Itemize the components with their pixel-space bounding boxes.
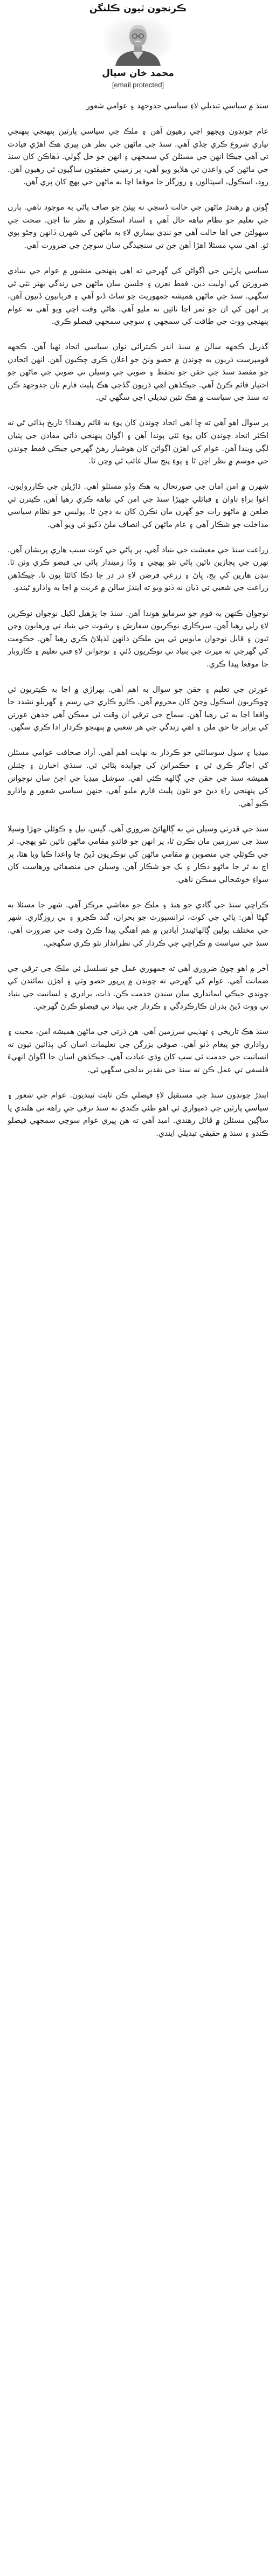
article-paragraph: شهرن ۾ امن امان جي صورتحال به هڪ وڏو مسئلو آهي. ڌاڙيلن جي ڪارروايون، اغوا براءِ تاوان ۽ قبائلي جهيڙا سنڌ جي امن کي تباهه ڪري رهيا آهن. ڪيترن ئي ضلعن ۾ ماڻهو رات جو گهرن مان نڪرڻ کان به ڊڄن ٿا. پوليس جو نظام سياسي مداخلت جو شڪار آهي ۽ عام ماڻهن کي انصاف ملڻ ڏکيو ٿي ويو آهي. bbox=[8, 482, 268, 529]
article-paragraph: ميڊيا ۽ سول سوسائٽي جو ڪردار به نهايت اهم آهي. آزاد صحافت عوامي مسئلن کي اجاگر ڪري ٿي ۽ حڪمرانن کي جوابده بڻائي ٿي. سنڌي اخبارن ۽ چئنلن هميشه سنڌ جي حقن جي ڳالهه ڪئي آهي. سوشل ميڊيا جي اچڻ سان نوجوانن کي پنهنجي راءِ ڏيڻ جو نئون پليٽ فارم مليو آهي، جنهن سياسي شعور ۾ واڌارو ڪيو آهي. bbox=[8, 748, 268, 808]
article-paragraph: ڳوٺن ۾ رهندڙ ماڻهن جي حالت ڏسجي ته پيئڻ جو صاف پاڻي به موجود ناهي. ٻارن جي تعليم جو نظام تباهه حال آهي ۽ استاد اسڪولن ۾ نظر نٿا اچن. صحت جي سهولتن جي اها حالت آهي جو ننڍي بيماري لاءِ به ماڻهن کي شهرن ڏانهن وڃڻو پوي ٿو. اهي سڀ مسئلا اهڙا آهن جن تي سنجيدگي سان سوچڻ جي ضرورت آهي. bbox=[8, 203, 268, 250]
article-paragraph: سنڌ جي قدرتي وسيلن تي به ڳالهائڻ ضروري آهي. گيس، تيل ۽ ڪوئلي جهڙا وسيلا سنڌ جي سرزمين مان نڪرن ٿا، پر انهن جو فائدو مقامي ماڻهن تائين نٿو پهچي. ٿر جي ڪوئلي جي منصوبن ۾ مقامي ماڻهن کي نوڪريون ڏيڻ جا واعدا ڪيا ويا هئا، پر اڄ به ٿر جا ماڻهو ڏڪار ۽ بک جو شڪار آهن. وسيلن جي منصفاڻي ورهاست کان سواءِ خوشحالي ممڪن ناهي. bbox=[8, 824, 268, 884]
article-paragraph: آخر ۾ اهو چوڻ ضروري آهي ته جمهوري عمل جو تسلسل ئي ملڪ جي ترقي جي ضمانت آهي. عوام کي گهرجي ته چونڊن ۾ ڀرپور حصو وٺي ۽ اهڙن نمائندن کي چونڊي جيڪي ايمانداري سان سندن خدمت ڪن. ذات، برادري ۽ لسانيت جي بنياد تي ووٽ ڏيڻ بدران ڪارڪردگي ۽ ڪردار جي بنياد تي فيصلو ڪرڻ گهرجي. bbox=[8, 964, 268, 1011]
article-paragraph: عام چونڊون ويجهو اچي رهيون آهن ۽ ملڪ جي سياسي پارٽين پنهنجي پنهنجي تياري شروع ڪري ڇڏي آهي. سنڌ جي ماڻهن جي نظر هن ڀيري هڪ اهڙي قيادت تي آهي جيڪا انهن جي مسئلن کي سمجهي ۽ انهن جو حل ڳولي. ڏهاڪن کان سنڌ جي ماڻهن کي واعدن تي هلايو ويو آهي، پر زميني حقيقتون ساڳيون ئي رهيون آهن. روڊ، اسڪول، اسپتالون ۽ روزگار جا موقعا اڃا به ماڻهن جي پهچ کان پري آهن. bbox=[8, 127, 268, 187]
article-paragraph: ڪراچي سنڌ جي گادي جو هنڌ ۽ ملڪ جو معاشي مرڪز آهي. شهر جا مسئلا به گهڻا آهن: پاڻي جي کوٽ، ٽرانسپورٽ جو بحران، گند ڪچرو ۽ بي روزگاري. شهر جي مختلف ٻولين ڳالهائيندڙ آبادين ۾ هم آهنگي پيدا ڪرڻ وقت جي ضرورت آهي. سنڌ جي سياست ۾ ڪراچي جي ڪردار کي نظرانداز نٿو ڪري سگهجي. bbox=[8, 900, 268, 948]
article-paragraph: پر سوال اهو آهي ته ڇا اهي اتحاد چونڊن کان پوءِ به قائم رهندا؟ تاريخ ٻڌائي ٿي ته اڪثر اتحاد چونڊن کان پوءِ ٽٽي پوندا آهن ۽ اڳواڻ پنهنجي ذاتي مفادن جي پٺيان لڳي ويندا آهن. عوام کي اهڙن اڳواڻن کان هوشيار رهڻ گهرجي جيڪي فقط چونڊن جي موسم ۾ نظر اچن ٿا ۽ پوءِ پنج سال غائب ٿي وڃن ٿا. bbox=[8, 419, 268, 466]
article-paragraph: سنڌ هڪ تاريخي ۽ تهذيبي سرزمين آهي. هن ڌرتي جي ماڻهن هميشه امن، محبت ۽ رواداري جو پيغام ڏنو آهي. صوفي بزرگن جي تعليمات اسان کي ٻڌائين ٿيون ته انسانيت جي خدمت ئي سڀ کان وڏي عبادت آهي. جيڪڏهن اسان جا اڳواڻ انهيءَ فلسفي تي عمل ڪن ته سنڌ جي تقدير بدلجي سگهي ٿي. bbox=[8, 1027, 268, 1074]
author-email[interactable]: [email protected] bbox=[112, 81, 164, 89]
article-paragraph: نوجوان ڪنهن به قوم جو سرمايو هوندا آهن. سنڌ جا پڙهيل لکيل نوجوان نوڪرين لاءِ رلي رهيا آهن. سرڪاري نوڪريون سفارش ۽ رشوت جي بنياد تي ورهايون وڃن ٿيون ۽ قابل نوجوان مايوس ٿي ٻين ملڪن ڏانهن لڏپلاڻ ڪري رهيا آهن. حڪومت کي گهرجي ته ميرٽ جي بنياد تي نوڪريون ڏئي ۽ نوجوانن لاءِ فني تعليم ۽ ڪاروبار جا موقعا پيدا ڪري. bbox=[8, 609, 268, 669]
article-paragraph: سياسي پارٽين جي اڳواڻن کي گهرجي ته اهي پنهنجي منشور ۾ عوام جي بنيادي ضرورتن کي اوليت ڏين. فقط نعرن ۽ جلسن سان ماڻهن جي زندگي بهتر نٿي ٿي سگهي. سنڌ جي ماڻهن هميشه جمهوريت جو ساٿ ڏنو آهي ۽ قربانيون ڏنيون آهن، پر انهن کي ان جو ثمر اڃا تائين نه مليو آهي. هاڻي وقت اچي ويو آهي ته عوام پنهنجي ووٽ جي طاقت کي سمجهي ۽ سوچي سمجهي فيصلو ڪري. bbox=[8, 266, 268, 327]
column-title: ڪرنجون ٿيون ڪلنگن bbox=[89, 3, 187, 14]
author-portrait bbox=[104, 19, 172, 66]
article-paragraph: ايندڙ چونڊون سنڌ جي مستقبل لاءِ فيصلي ڪن ثابت ٿينديون. عوام جي شعور ۽ سياسي پارٽين جي ذميواري ئي اهو طئي ڪندي ته سنڌ ترقي جي راهه تي هلندي يا ساڳين مسئلن ۾ ڦاٿل رهندي. اميد آهي ته هن ڀيري عوام سوچي سمجهي فيصلو ڪندو ۽ سنڌ ۾ حقيقي تبديلي ايندي. bbox=[8, 1091, 268, 1138]
article-paragraph: عورتن جي تعليم ۽ حقن جو سوال به اهم آهي. ٻهراڙي ۾ اڃا به ڪيتريون ئي ڇوڪريون اسڪول وڃڻ کان محروم آهن. ڪارو ڪاري جي رسم ۽ گهريلو تشدد جا واقعا اڃا به ٿي رهيا آهن. سماج جي ترقي ان وقت ئي ممڪن آهي جڏهن عورتن کي برابر جا حق ملن ۽ اهي زندگي جي هر شعبي ۾ پنهنجو ڪردار ادا ڪري سگهن. bbox=[8, 685, 268, 732]
article-paragraph: زراعت سنڌ جي معيشت جي بنياد آهي، پر پاڻي جي کوٽ سبب هاري پريشان آهن. نهرن جي پڇاڙين تائين پاڻي نٿو پهچي ۽ وڏا زميندار پاڻي تي قبضو ڪري وٺن ٿا. ننڍن هارين کي ٻج، ڀاڻ ۽ زرعي قرضن لاءِ در در جا ڌڪا کائڻا پون ٿا. جيڪڏهن زراعت جي شعبي تي ڌيان نه ڏنو ويو ته ايندڙ سالن ۾ غربت ۾ اڃا به واڌارو ٿيندو. bbox=[8, 545, 268, 593]
article-paragraph: سنڌ ۾ سياسي تبديلي لاءِ سياسي جدوجهد ۽ عوامي شعور bbox=[86, 102, 268, 110]
column-header bbox=[0, 0, 276, 97]
author-name: محمد خان سيال bbox=[102, 68, 174, 79]
article-body bbox=[8, 100, 268, 2568]
article-paragraph: گذريل ڪجهه سالن ۾ سنڌ اندر ڪيترائي نوان سياسي اتحاد ٺهيا آهن. ڪجهه قومپرست ڌريون به چونڊن ۾ حصو وٺڻ جو اعلان ڪري چڪيون آهن. انهن اتحادن جو مقصد سنڌ جي حقن جو تحفظ ۽ صوبي جي وسيلن تي صوبي جي ماڻهن جو اختيار قائم ڪرڻ آهي. جيڪڏهن اهي ڌريون گڏجي هڪ پليٽ فارم تان جدوجهد ڪن ته سنڌ جي سياست ۾ هڪ نئين تبديلي اچي سگهي ٿي. bbox=[8, 343, 268, 402]
